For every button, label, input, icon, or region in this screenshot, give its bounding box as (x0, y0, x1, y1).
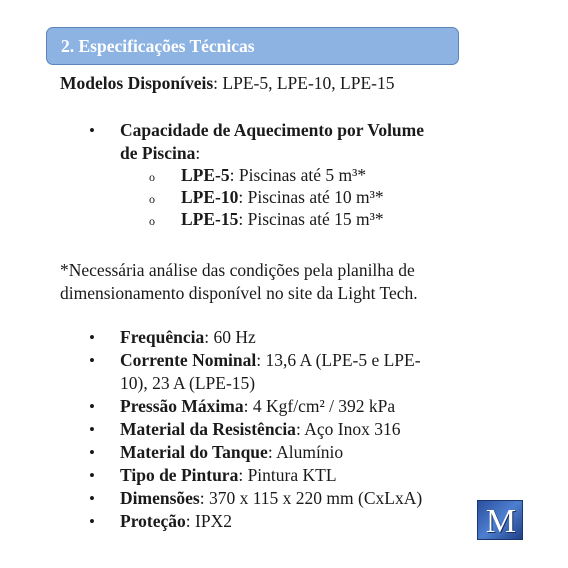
spec-label: Material da Resistência (120, 419, 296, 439)
bullet-icon: • (89, 512, 95, 531)
spec-label: Corrente Nominal (120, 350, 257, 370)
capacity-label-line1: Capacidade de Aquecimento por Volume (120, 120, 425, 140)
sub-bullet-icon: o (149, 192, 155, 206)
spec-value: : Alumínio (267, 442, 344, 462)
capacity-item (181, 187, 384, 208)
bullet-icon: • (89, 443, 95, 462)
models-value: : LPE-5, LPE-10, LPE-15 (213, 73, 395, 93)
spec-value: : Aço Inox 316 (295, 419, 401, 439)
capacity-item-model: LPE-10 (181, 187, 239, 207)
capacity-item-text: : Piscinas até 10 m³* (238, 187, 384, 207)
section-title: 2. Especificações Técnicas (61, 36, 255, 56)
spec-value: : IPX2 (185, 511, 232, 531)
bullet-icon: • (89, 466, 95, 485)
spec-label: Frequência (120, 327, 205, 347)
note-line1: *Necessária análise das condições pela planilha de (60, 260, 415, 280)
spec-dimensions (120, 488, 422, 509)
spec-paint-type (120, 465, 337, 486)
bullet-icon: • (89, 420, 95, 439)
bullet-icon: • (89, 328, 95, 347)
bullet-icon: • (89, 351, 95, 370)
spec-value: : 370 x 115 x 220 mm (CxLxA) (199, 488, 423, 508)
spec-current (120, 350, 421, 371)
sub-bullet-icon: o (149, 214, 155, 228)
spec-label: Material do Tanque (120, 442, 268, 462)
capacity-item-model: LPE-5 (181, 165, 230, 185)
capacity-label-line2: de Piscina (120, 143, 196, 163)
capacity-item (181, 165, 366, 186)
models-line (60, 73, 394, 94)
bullet-icon: • (89, 489, 95, 508)
bullet-icon: • (89, 397, 95, 416)
spec-label: Pressão Máxima (120, 396, 244, 416)
capacity-label-suffix: : (195, 143, 201, 163)
spec-current-continued: 10), 23 A (LPE-15) (120, 373, 256, 393)
spec-frequency (120, 327, 256, 348)
spec-label: Proteção (120, 511, 186, 531)
spec-label: Tipo de Pintura (120, 465, 239, 485)
logo-letter: M (485, 503, 517, 540)
spec-label: Dimensões (120, 488, 200, 508)
spec-resistance-material (120, 419, 400, 440)
section-header (46, 27, 459, 65)
capacity-item (181, 209, 384, 230)
spec-value: : Pintura KTL (238, 465, 337, 485)
capacity-label-line2-wrap (120, 143, 200, 164)
spec-protection (120, 511, 232, 532)
note-line2: dimensionamento disponível no site da Light Tech. (60, 283, 418, 303)
spec-value: : 4 Kgf/cm² / 392 kPa (243, 396, 396, 416)
spec-value: : 60 Hz (204, 327, 256, 347)
brand-logo (477, 500, 523, 540)
models-label: Modelos Disponíveis (60, 73, 214, 93)
sub-bullet-icon: o (149, 170, 155, 184)
spec-value: : 13,6 A (LPE-5 e LPE- (256, 350, 421, 370)
spec-tank-material (120, 442, 343, 463)
capacity-item-model: LPE-15 (181, 209, 239, 229)
spec-pressure (120, 396, 395, 417)
capacity-item-text: : Piscinas até 15 m³* (238, 209, 384, 229)
bullet-capacity: • (89, 121, 95, 140)
capacity-item-text: : Piscinas até 5 m³* (229, 165, 367, 185)
